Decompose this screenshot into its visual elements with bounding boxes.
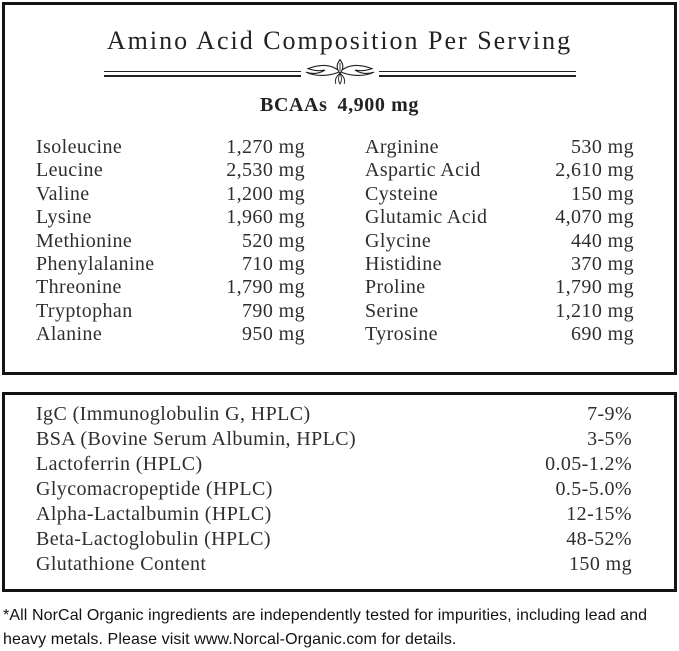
table-row xyxy=(365,159,634,182)
amino-acid-name: Leucine xyxy=(36,159,104,182)
amino-acid-amount: 1,960 mg xyxy=(226,206,305,229)
table-row xyxy=(36,230,305,253)
amino-acid-amount: 710 mg xyxy=(242,253,305,276)
table-row xyxy=(36,502,632,527)
table-row xyxy=(36,136,305,159)
fraction-name: Lactoferrin (HPLC) xyxy=(36,453,203,475)
protein-fraction-table xyxy=(36,402,632,577)
amino-acid-name: Lysine xyxy=(36,206,92,229)
amino-acid-name: Glycine xyxy=(365,229,432,252)
fleuron-ornament-icon xyxy=(301,56,379,86)
amino-acid-name: Arginine xyxy=(365,136,439,158)
amino-acid-name: Tyrosine xyxy=(365,323,438,346)
table-row xyxy=(36,402,632,427)
bcaas-label: BCAAs xyxy=(260,94,328,116)
bcaas-total xyxy=(5,94,674,117)
table-row xyxy=(36,477,632,502)
fraction-name: Glycomacropeptide (HPLC) xyxy=(36,478,273,500)
amino-acid-name: Tryptophan xyxy=(36,299,133,322)
amino-acid-name: Glutamic Acid xyxy=(365,206,488,229)
fraction-value: 150 mg xyxy=(569,553,632,575)
fraction-value: 3-5% xyxy=(587,428,632,450)
table-row xyxy=(36,527,632,552)
fraction-name: Glutathione Content xyxy=(36,553,207,575)
bcaas-value: 4,900 mg xyxy=(337,94,419,116)
table-row xyxy=(36,427,632,452)
table-row xyxy=(365,206,634,229)
amino-acid-amount: 2,530 mg xyxy=(226,159,305,182)
fraction-value: 48-52% xyxy=(566,528,632,550)
table-row xyxy=(36,159,305,182)
amino-acid-panel xyxy=(2,2,677,375)
table-row xyxy=(365,253,634,276)
amino-acid-name: Phenylalanine xyxy=(36,253,155,276)
table-row xyxy=(365,300,634,323)
fraction-name: IgC (Immunoglobulin G, HPLC) xyxy=(36,403,311,425)
amino-acid-amount: 4,070 mg xyxy=(555,206,634,229)
amino-acid-left-column xyxy=(36,136,305,347)
fraction-value: 12-15% xyxy=(566,503,632,525)
amino-acid-amount: 370 mg xyxy=(571,253,634,276)
amino-acid-amount: 440 mg xyxy=(571,229,634,252)
amino-acid-right-column xyxy=(365,136,634,347)
amino-acid-amount: 1,200 mg xyxy=(226,182,305,205)
amino-acid-amount: 1,790 mg xyxy=(226,276,305,299)
table-row xyxy=(36,276,305,299)
table-row xyxy=(36,452,632,477)
table-row xyxy=(365,323,634,346)
amino-acid-name: Valine xyxy=(36,182,90,205)
amino-acid-amount: 690 mg xyxy=(571,323,634,346)
amino-acid-amount: 950 mg xyxy=(242,323,305,346)
fraction-name: BSA (Bovine Serum Albumin, HPLC) xyxy=(36,428,357,450)
table-row xyxy=(365,183,634,206)
amino-acid-amount: 1,270 mg xyxy=(226,136,305,158)
amino-acid-name: Histidine xyxy=(365,253,442,276)
amino-acid-amount: 790 mg xyxy=(242,299,305,322)
amino-acid-name: Serine xyxy=(365,299,419,322)
table-row xyxy=(36,552,632,577)
amino-acid-name: Aspartic Acid xyxy=(365,159,481,182)
table-row xyxy=(365,230,634,253)
amino-acid-amount: 530 mg xyxy=(571,136,634,158)
fraction-value: 7-9% xyxy=(587,403,632,425)
amino-acid-name: Alanine xyxy=(36,323,103,346)
amino-acid-amount: 1,210 mg xyxy=(555,299,634,322)
table-row xyxy=(36,300,305,323)
table-row xyxy=(36,253,305,276)
fraction-value: 0.5-5.0% xyxy=(555,478,632,500)
decorative-divider xyxy=(104,71,576,77)
amino-acid-amount: 2,610 mg xyxy=(555,159,634,182)
amino-acid-amount: 520 mg xyxy=(242,229,305,252)
page-title: Amino Acid Composition Per Serving xyxy=(106,26,573,55)
fraction-value: 0.05-1.2% xyxy=(545,453,632,475)
table-row xyxy=(365,276,634,299)
table-row xyxy=(36,183,305,206)
amino-acid-name: Isoleucine xyxy=(36,136,123,158)
amino-acid-name: Methionine xyxy=(36,229,133,252)
amino-acid-name: Proline xyxy=(365,276,426,299)
footnote-text: *All NorCal Organic ingredients are independently tested for impurities, including lead and heavy metals. Please visit www.Norcal-Organic.com for details. xyxy=(3,607,648,648)
amino-acid-name: Threonine xyxy=(36,276,122,299)
amino-acid-amount: 1,790 mg xyxy=(555,276,634,299)
amino-acid-name: Cysteine xyxy=(365,182,439,205)
table-row xyxy=(36,206,305,229)
protein-fraction-panel xyxy=(2,392,677,592)
fraction-name: Beta-Lactoglobulin (HPLC) xyxy=(36,528,271,550)
table-row xyxy=(365,136,634,159)
amino-acid-amount: 150 mg xyxy=(571,182,634,205)
fraction-name: Alpha-Lactalbumin (HPLC) xyxy=(36,503,272,525)
amino-acid-table xyxy=(5,117,674,347)
table-row xyxy=(36,323,305,346)
